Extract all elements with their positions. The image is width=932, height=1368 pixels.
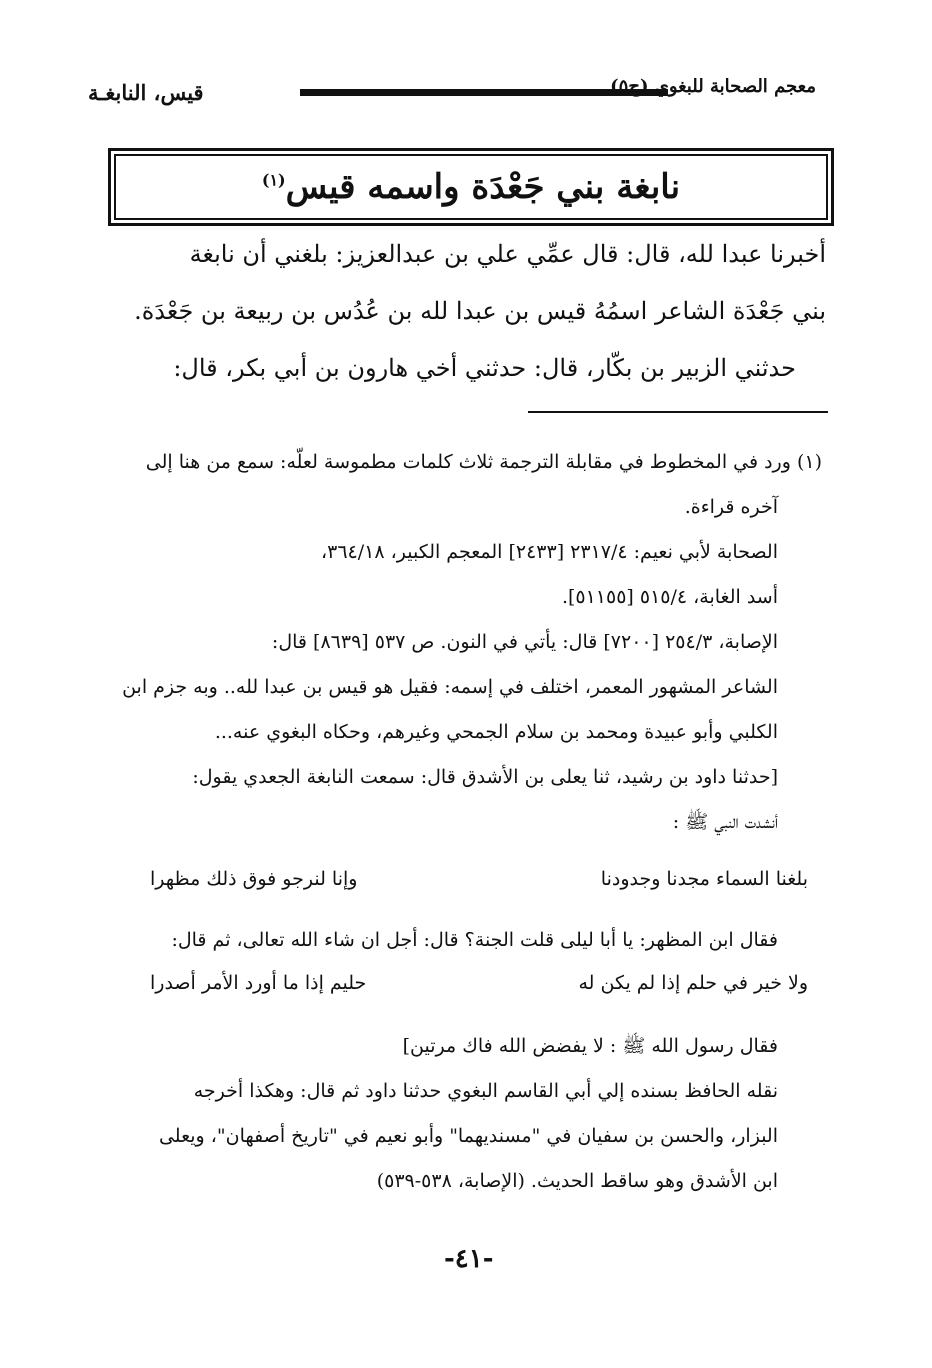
verse1-first-hemistich: بلغنا السماء مجدنا وجدودنا [600,868,808,890]
main-text [110,226,826,397]
footnote-line: الكلبي وأبو عبيدة ومحمد بن سلام الجمحي وغيرهم، وحكاه البغوي عنه... [214,721,778,743]
footnote-line: البزار، والحسن بن سفيان في "مسنديهما" وأبو نعيم في "تاريخ أصفهان"، ويعلى [158,1125,778,1147]
footnote-line: الشاعر المشهور المعمر، اختلف في إسمه: فقيل هو قيس بن عبدا لله.. وبه جزم ابن [122,676,778,698]
running-header-right: معجم الصحابة للبغوي (ج٥) [610,76,816,97]
verse1-second-hemistich: وإنا لنرجو فوق ذلك مظهرا [150,868,358,890]
footnote-block-3 [112,1024,822,1204]
footnote-line: الإصابة، ٢٥٤/٣ [٧٢٠٠] قال: يأتي في النون. ص ٥٣٧ [٨٦٣٩] قال: [271,631,778,653]
footnote-line: فقال ابن المظهر: يا أبا ليلى قلت الجنة؟ قال: أجل ان شاء الله تعالى، ثم قال: [171,929,778,951]
footnote-marker: (١) [261,170,286,190]
footnote-line: نقله الحافظ بسنده إلي أبي القاسم البغوي حدثنا داود ثم قال: وهكذا أخرجه [193,1080,778,1102]
verse2-first-hemistich: ولا خير في حلم إذا لم يكن له [578,972,808,994]
footnote-rule [528,411,828,413]
footnote-line: ابن الأشدق وهو ساقط الحديث. (الإصابة، ٥٣٨-٥٣٩) [376,1170,778,1192]
footnote-line: [حدثنا داود بن رشيد، ثنا يعلى بن الأشدق قال: سمعت النابغة الجعدي يقول: [192,766,778,788]
body-line: أخبرنا عبدا لله، قال: قال عمِّي علي بن عبدالعزيز: بلغني أن نابغة [189,240,826,268]
footnote-line: الصحابة لأبي نعيم: ٢٣١٧/٤ [٢٤٣٣] المعجم الكبير، ٣٦٤/١٨، [321,541,778,563]
body-line: بني جَعْدَة الشاعر اسمُهُ قيس بن عبدا لله بن عُدُس بن ربيعة بن جَعْدَة. [134,297,826,325]
footnote-line: أسد الغابة، ٥١٥/٤ [٥١١٥٥]. [561,586,778,608]
page-number: -٤١- [444,1244,494,1274]
footnote-block-2 [112,918,822,963]
footnote-block-1 [112,440,822,845]
footnote-line: آخره قراءة. [684,496,778,518]
title-box [108,148,834,226]
footnote-line: فقال رسول الله ﷺ : لا يفضض الله فاك مرتين] [402,1035,778,1057]
running-header-left: قيس، النابغـة [88,80,204,105]
body-line: حدثني الزبير بن بكّار، قال: حدثني أخي هارون بن أبي بكر، قال: [173,354,796,382]
footnote-line: أنشدت النبي ﷺ : [672,811,778,833]
footnote-line: (١) ورد في المخطوط في مقابلة الترجمة ثلاث كلمات مطموسة لعلّه: سمع من هنا إلى [145,451,822,473]
verse2-second-hemistich: حليم إذا ما أورد الأمر أصدرا [150,972,367,994]
entry-title [262,167,680,207]
entry-title-text: نابغة بني جَعْدَة واسمه قيس [285,167,681,207]
